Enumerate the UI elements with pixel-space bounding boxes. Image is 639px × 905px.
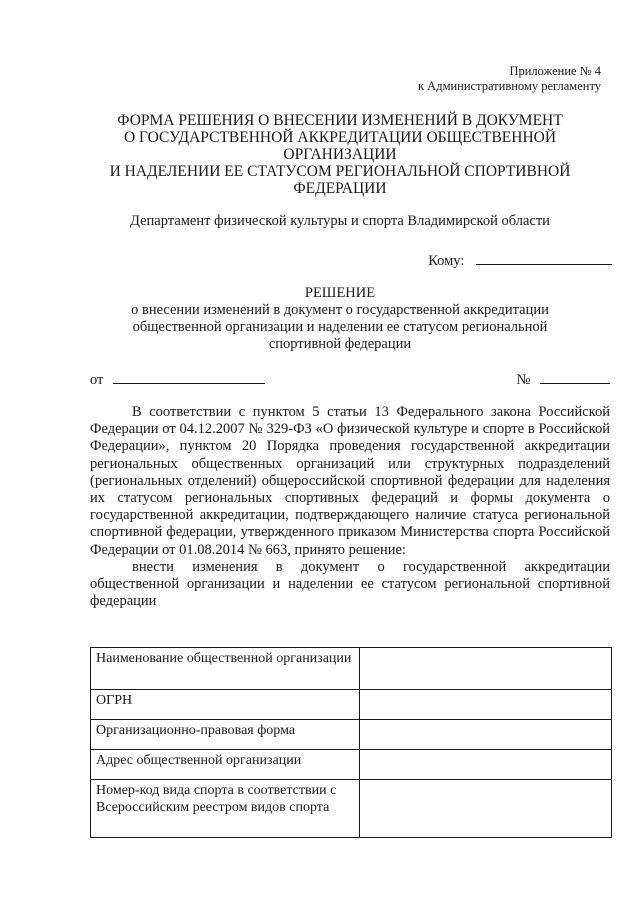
appendix-reference: к Административному регламенту bbox=[417, 79, 601, 93]
table-row-label: Организационно-правовая форма bbox=[91, 720, 360, 750]
table-row-label: Адрес общественной организации bbox=[91, 750, 360, 780]
table-row-label: ОГРН bbox=[91, 690, 360, 720]
form-title-line: ОРГАНИЗАЦИИ bbox=[283, 146, 397, 163]
appendix-number: Приложение № 4 bbox=[509, 64, 601, 78]
date-label: от bbox=[90, 372, 104, 388]
form-title-line: И НАДЕЛЕНИИ ЕЕ СТАТУСОМ РЕГИОНАЛЬНОЙ СПОРТИВНОЙ bbox=[109, 163, 571, 180]
table-row-label: Номер-код вида спорта в соответствии с Всероссийским реестром видов спорта bbox=[91, 780, 360, 838]
table-row-value bbox=[360, 648, 612, 690]
table-row bbox=[91, 720, 612, 750]
table-row bbox=[91, 750, 612, 780]
organization-details-table bbox=[90, 647, 612, 838]
table-row bbox=[91, 648, 612, 690]
table-row bbox=[91, 780, 612, 838]
decision-heading-block bbox=[90, 285, 590, 353]
recipient-field bbox=[380, 252, 612, 270]
number-blank-line bbox=[540, 371, 610, 384]
form-title bbox=[90, 112, 590, 197]
number-field bbox=[517, 371, 610, 389]
table-row-value bbox=[360, 690, 612, 720]
body-paragraph: В соответствии с пунктом 5 статьи 13 Федерального закона Российской Федерации от 04.12.2007 № 329-ФЗ «О физической культуре и спорте в Российской Федерации», пунктом 20 Порядка проведения государственной аккредитации региональных общественных организаций или структурных подразделений (региональных отделений) общероссийской спортивной федерации для наделения их статусом региональных спортивных федераций и формы документа о государственной аккредитации, подтверждающего наличие статуса региональной спортивной федерации, утвержденного приказом Министерства спорта Российской Федерации от 01.08.2014 № 663, принято решение: bbox=[90, 404, 610, 558]
decision-subtitle-line: общественной организации и наделении ее статусом региональной bbox=[132, 319, 548, 335]
decision-subtitle-line: спортивной федерации bbox=[268, 336, 412, 352]
form-title-line: О ГОСУДАРСТВЕННОЙ АККРЕДИТАЦИИ ОБЩЕСТВЕННОЙ bbox=[123, 129, 557, 146]
form-title-line: ФОРМА РЕШЕНИЯ О ВНЕСЕНИИ ИЗМЕНЕНИЙ В ДОКУМЕНТ bbox=[117, 112, 563, 129]
decision-subtitle-line: о внесении изменений в документ о государственной аккредитации bbox=[131, 302, 549, 318]
body-paragraph: внести изменения в документ о государственной аккредитации общественной организации и наделении ее статусом региональной спортивной федерации bbox=[90, 558, 610, 610]
number-label: № bbox=[516, 372, 531, 388]
decision-heading: РЕШЕНИЕ bbox=[304, 285, 376, 301]
date-field bbox=[90, 371, 265, 389]
decision-body bbox=[90, 404, 610, 610]
recipient-blank-line bbox=[476, 252, 612, 265]
table-row-value bbox=[360, 750, 612, 780]
table-row-value bbox=[360, 720, 612, 750]
date-blank-line bbox=[113, 371, 265, 384]
appendix-note bbox=[381, 64, 601, 94]
recipient-label: Кому: bbox=[428, 253, 465, 269]
table-row-label: Наименование общественной организации bbox=[91, 648, 360, 690]
department-name: Департамент физической культуры и спорта Владимирской области bbox=[130, 213, 550, 229]
table-row bbox=[91, 690, 612, 720]
form-title-line: ФЕДЕРАЦИИ bbox=[293, 180, 387, 197]
table-row-value bbox=[360, 780, 612, 838]
